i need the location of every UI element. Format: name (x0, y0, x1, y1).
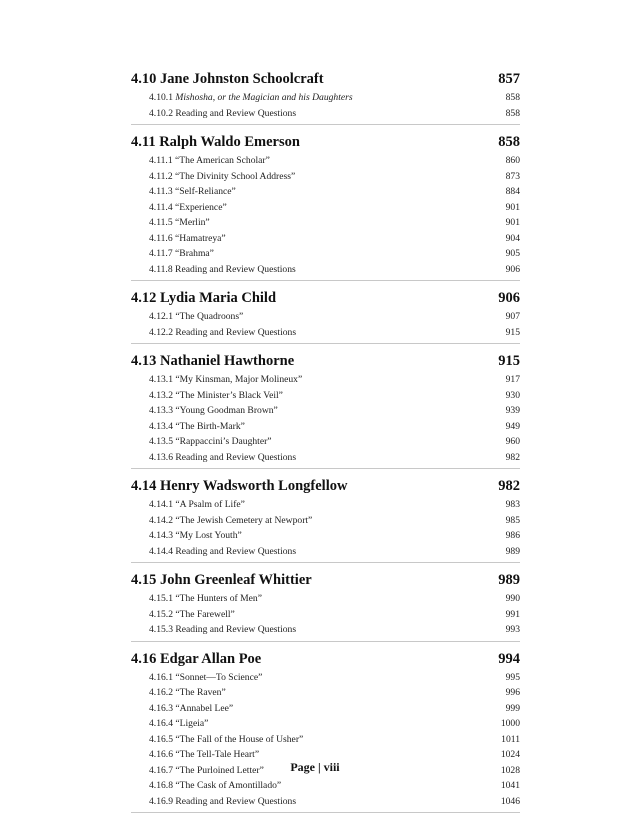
toc-entry-title: “Hamatreya” (175, 232, 226, 244)
toc-entry-title: “The American Scholar” (175, 155, 270, 166)
toc-section (131, 475, 520, 563)
toc-entry[interactable] (131, 497, 520, 513)
toc-entry[interactable] (131, 794, 520, 810)
toc-section (131, 350, 520, 469)
toc-entry[interactable] (131, 544, 520, 560)
toc-entry-label (149, 403, 278, 419)
section-page-number: 857 (498, 71, 520, 87)
toc-entry-page-number: 904 (505, 232, 520, 244)
section-divider (131, 280, 520, 281)
section-divider (131, 124, 520, 125)
toc-entry-page-number: 901 (505, 201, 520, 213)
toc-entry-title: Reading and Review Questions (175, 545, 297, 557)
toc-entry[interactable] (131, 153, 520, 169)
toc-entry-title: “The Birth-Mark” (175, 420, 245, 432)
toc-entry-page-number: 860 (505, 155, 520, 166)
toc-entry-number: 4.16.8 (149, 780, 173, 791)
toc-entry-label (149, 607, 235, 623)
toc-entry-label (149, 246, 214, 262)
toc-entry-number: 4.13.1 (149, 374, 173, 385)
toc-entry-label (149, 450, 296, 466)
toc-entry-title: “Merlin” (175, 217, 210, 228)
section-divider (131, 468, 520, 469)
toc-entry-title: “Annabel Lee” (175, 702, 234, 714)
toc-entry-number: 4.13.3 (149, 405, 173, 416)
toc-entry[interactable] (131, 309, 520, 325)
toc-entry[interactable] (131, 434, 520, 450)
toc-entry-label (149, 215, 210, 231)
toc-entry[interactable] (131, 388, 520, 404)
toc-entry-title: “The Minister’s Black Veil” (175, 389, 283, 401)
toc-entry-page-number: 858 (505, 107, 520, 119)
toc-entry-label (149, 90, 353, 106)
toc-entry[interactable] (131, 200, 520, 216)
toc-entry-title: “Self-Reliance” (175, 186, 236, 197)
toc-entry-page-number: 884 (505, 186, 520, 197)
section-page-number: 982 (498, 478, 520, 494)
section-divider (131, 641, 520, 642)
toc-entry[interactable] (131, 184, 520, 200)
section-title: 4.14 Henry Wadsworth Longfellow (131, 478, 348, 494)
toc-entry-page-number: 858 (505, 92, 520, 103)
toc-entry[interactable] (131, 732, 520, 748)
toc-entry-number: 4.12.1 (149, 311, 173, 322)
toc-entry-page-number: 873 (505, 170, 520, 182)
toc-entry-page-number: 993 (505, 624, 520, 635)
toc-entry-label (149, 778, 281, 794)
toc-entry-page-number: 1041 (500, 780, 520, 791)
toc-entry[interactable] (131, 215, 520, 231)
section-divider (131, 343, 520, 344)
toc-entry-page-number: 995 (505, 671, 520, 683)
toc-entry-title: “A Psalm of Life” (175, 499, 245, 510)
toc-entry-title: “My Kinsman, Major Molineux” (175, 374, 303, 385)
toc-entry-page-number: 901 (505, 217, 520, 228)
toc-entry-number: 4.16.6 (149, 749, 173, 760)
toc-entry-title: Reading and Review Questions (175, 107, 297, 119)
toc-entry-title: Reading and Review Questions (175, 263, 296, 275)
toc-entry-number: 4.13.2 (149, 389, 173, 401)
footer-page-number: viii (323, 760, 340, 774)
toc-entry-number: 4.16.5 (149, 733, 173, 745)
section-heading[interactable] (131, 68, 520, 90)
toc-entry[interactable] (131, 622, 520, 638)
toc-entry[interactable] (131, 591, 520, 607)
table-of-contents (131, 68, 520, 819)
toc-entry[interactable] (131, 106, 520, 122)
toc-entry[interactable] (131, 685, 520, 701)
toc-entry-title: “The Fall of the House of Usher” (175, 733, 304, 745)
toc-entry[interactable] (131, 262, 520, 278)
toc-entry-label (149, 701, 233, 717)
toc-entry-number: 4.10.2 (149, 107, 173, 119)
toc-entry-label (149, 670, 262, 686)
toc-entry-number: 4.11.3 (149, 186, 173, 197)
toc-entry-label (149, 497, 245, 513)
toc-entry-page-number: 1000 (500, 718, 520, 729)
toc-entry-label (149, 106, 296, 122)
toc-entry-number: 4.13.6 (149, 451, 173, 463)
toc-entry-label (149, 544, 296, 560)
toc-entry-label (149, 184, 236, 200)
toc-entry-title: “Rappaccini’s Daughter” (175, 436, 272, 447)
toc-entry[interactable] (131, 246, 520, 262)
toc-entry-page-number: 960 (505, 436, 520, 447)
section-heading[interactable] (131, 131, 520, 153)
toc-section (131, 569, 520, 642)
toc-entry[interactable] (131, 670, 520, 686)
toc-entry-label (149, 200, 227, 216)
toc-entry-label (149, 591, 262, 607)
section-page-number: 989 (498, 572, 520, 588)
toc-entry-label (149, 434, 272, 450)
toc-entry-title: Reading and Review Questions (175, 451, 297, 463)
toc-entry[interactable] (131, 513, 520, 529)
section-heading[interactable] (131, 569, 520, 591)
toc-section (131, 131, 520, 281)
section-page-number: 915 (498, 353, 520, 369)
toc-section (131, 68, 520, 125)
section-heading[interactable] (131, 648, 520, 670)
toc-entry[interactable] (131, 403, 520, 419)
toc-entry[interactable] (131, 716, 520, 732)
toc-entry-number: 4.12.2 (149, 326, 173, 338)
toc-entry-label (149, 372, 302, 388)
toc-entry-label (149, 388, 283, 404)
toc-entry-page-number: 917 (505, 374, 520, 385)
toc-entry-page-number: 986 (505, 530, 520, 541)
toc-entry-title: “The Raven” (175, 687, 226, 698)
toc-entry-label (149, 685, 226, 701)
toc-entry-label (149, 419, 245, 435)
toc-entry-number: 4.15.3 (149, 624, 173, 635)
toc-entry-number: 4.11.2 (149, 170, 173, 182)
toc-entry-number: 4.11.1 (149, 155, 173, 166)
toc-section (131, 287, 520, 344)
toc-entry-title: “Brahma” (175, 248, 214, 259)
section-page-number: 906 (498, 290, 520, 306)
toc-entry[interactable] (131, 607, 520, 623)
toc-entry-page-number: 999 (505, 702, 520, 714)
toc-entry-title: “Young Goodman Brown” (175, 405, 278, 416)
toc-entry-title: “Sonnet—To Science” (175, 671, 263, 683)
section-heading[interactable] (131, 287, 520, 309)
toc-entry-title: “The Purloined Letter” (175, 764, 264, 776)
toc-entry-number: 4.15.1 (149, 593, 173, 604)
footer-label: Page (290, 760, 315, 774)
section-title: 4.11 Ralph Waldo Emerson (131, 134, 300, 150)
toc-entry-number: 4.14.1 (149, 499, 173, 510)
section-title: 4.10 Jane Johnston Schoolcraft (131, 71, 324, 87)
toc-entry-title: “The Tell-Tale Heart” (175, 749, 260, 760)
toc-entry-number: 4.14.2 (149, 514, 173, 526)
toc-entry[interactable] (131, 450, 520, 466)
toc-entry-label (149, 622, 296, 638)
toc-entry-label (149, 513, 312, 529)
toc-entry-number: 4.15.2 (149, 608, 173, 620)
section-divider (131, 812, 520, 813)
toc-entry[interactable] (131, 701, 520, 717)
toc-entry-title: “The Divinity School Address” (175, 170, 296, 182)
toc-entry[interactable] (131, 231, 520, 247)
section-title: 4.15 John Greenleaf Whittier (131, 572, 312, 588)
toc-entry[interactable] (131, 528, 520, 544)
toc-entry-label (149, 169, 295, 185)
toc-entry[interactable] (131, 90, 520, 106)
section-title: 4.13 Nathaniel Hawthorne (131, 353, 295, 369)
toc-entry-label (149, 153, 270, 169)
toc-entry-page-number: 991 (505, 608, 520, 620)
toc-entry-page-number: 905 (505, 248, 520, 259)
toc-entry-page-number: 1011 (501, 733, 520, 745)
toc-entry[interactable] (131, 372, 520, 388)
toc-entry-number: 4.10.1 (149, 92, 173, 103)
toc-entry-number: 4.14.3 (149, 530, 173, 541)
page-footer (0, 760, 630, 775)
toc-entry-number: 4.11.4 (149, 201, 173, 213)
toc-entry[interactable] (131, 778, 520, 794)
toc-entry-number: 4.11.6 (149, 232, 173, 244)
toc-entry-number: 4.11.5 (149, 217, 173, 228)
toc-entry-page-number: 983 (505, 499, 520, 510)
toc-entry-title: “The Cask of Amontillado” (175, 780, 282, 791)
toc-entry-title: Reading and Review Questions (175, 624, 297, 635)
toc-entry-number: 4.16.9 (149, 795, 173, 807)
toc-entry-title: “My Lost Youth” (175, 530, 242, 541)
section-page-number: 858 (498, 134, 520, 150)
toc-entry[interactable] (131, 325, 520, 341)
toc-section (131, 648, 520, 814)
toc-entry-label (149, 262, 296, 278)
toc-entry-page-number: 939 (505, 405, 520, 416)
toc-entry-number: 4.11.7 (149, 248, 173, 259)
toc-entry-title: “Experience” (175, 201, 227, 213)
toc-entry[interactable] (131, 169, 520, 185)
footer-separator: | (317, 760, 321, 774)
toc-entry-page-number: 985 (505, 514, 520, 526)
toc-entry-page-number: 907 (505, 311, 520, 322)
toc-entry-number: 4.13.5 (149, 436, 173, 447)
toc-entry-page-number: 990 (505, 593, 520, 604)
toc-entry-page-number: 915 (505, 326, 520, 338)
toc-entry-page-number: 982 (505, 451, 520, 463)
toc-entry-title: “The Jewish Cemetery at Newport” (175, 514, 313, 526)
toc-entry-page-number: 930 (505, 389, 520, 401)
toc-entry-title: Reading and Review Questions (175, 326, 297, 338)
section-heading[interactable] (131, 475, 520, 497)
toc-entry-number: 4.11.8 (149, 263, 173, 275)
toc-entry-page-number: 1024 (500, 749, 520, 760)
toc-entry-label (149, 794, 296, 810)
toc-entry-title: “The Hunters of Men” (175, 593, 262, 604)
toc-entry-page-number: 989 (505, 545, 520, 557)
toc-entry-number: 4.16.2 (149, 687, 173, 698)
toc-entry-label (149, 528, 242, 544)
toc-entry-number: 4.16.3 (149, 702, 173, 714)
toc-entry-number: 4.13.4 (149, 420, 173, 432)
section-title: 4.16 Edgar Allan Poe (131, 650, 262, 667)
section-heading[interactable] (131, 350, 520, 372)
toc-entry-number: 4.14.4 (149, 545, 173, 557)
toc-entry-number: 4.16.7 (149, 764, 173, 776)
toc-entry-page-number: 906 (505, 263, 520, 275)
toc-entry-label (149, 231, 226, 247)
toc-entry-title: “Ligeia” (175, 718, 209, 729)
toc-entry-label (149, 732, 303, 748)
toc-entry-number: 4.16.1 (149, 671, 173, 683)
toc-entry-label (149, 325, 296, 341)
toc-entry-page-number: 996 (505, 687, 520, 698)
toc-entry-page-number: 1028 (500, 764, 520, 776)
toc-entry-label (149, 309, 243, 325)
section-title: 4.12 Lydia Maria Child (131, 290, 277, 306)
toc-entry-label (149, 716, 208, 732)
toc-entry-page-number: 1046 (500, 795, 520, 807)
toc-entry-title: “The Farewell” (175, 608, 235, 620)
section-divider (131, 562, 520, 563)
toc-entry-title: “The Quadroons” (175, 311, 244, 322)
section-page-number: 994 (498, 650, 520, 667)
toc-entry-title: Reading and Review Questions (175, 795, 297, 807)
toc-entry-number: 4.16.4 (149, 718, 173, 729)
toc-entry[interactable] (131, 419, 520, 435)
toc-entry-title: Mishosha, or the Magician and his Daughters (175, 92, 353, 103)
toc-entry-page-number: 949 (505, 420, 520, 432)
